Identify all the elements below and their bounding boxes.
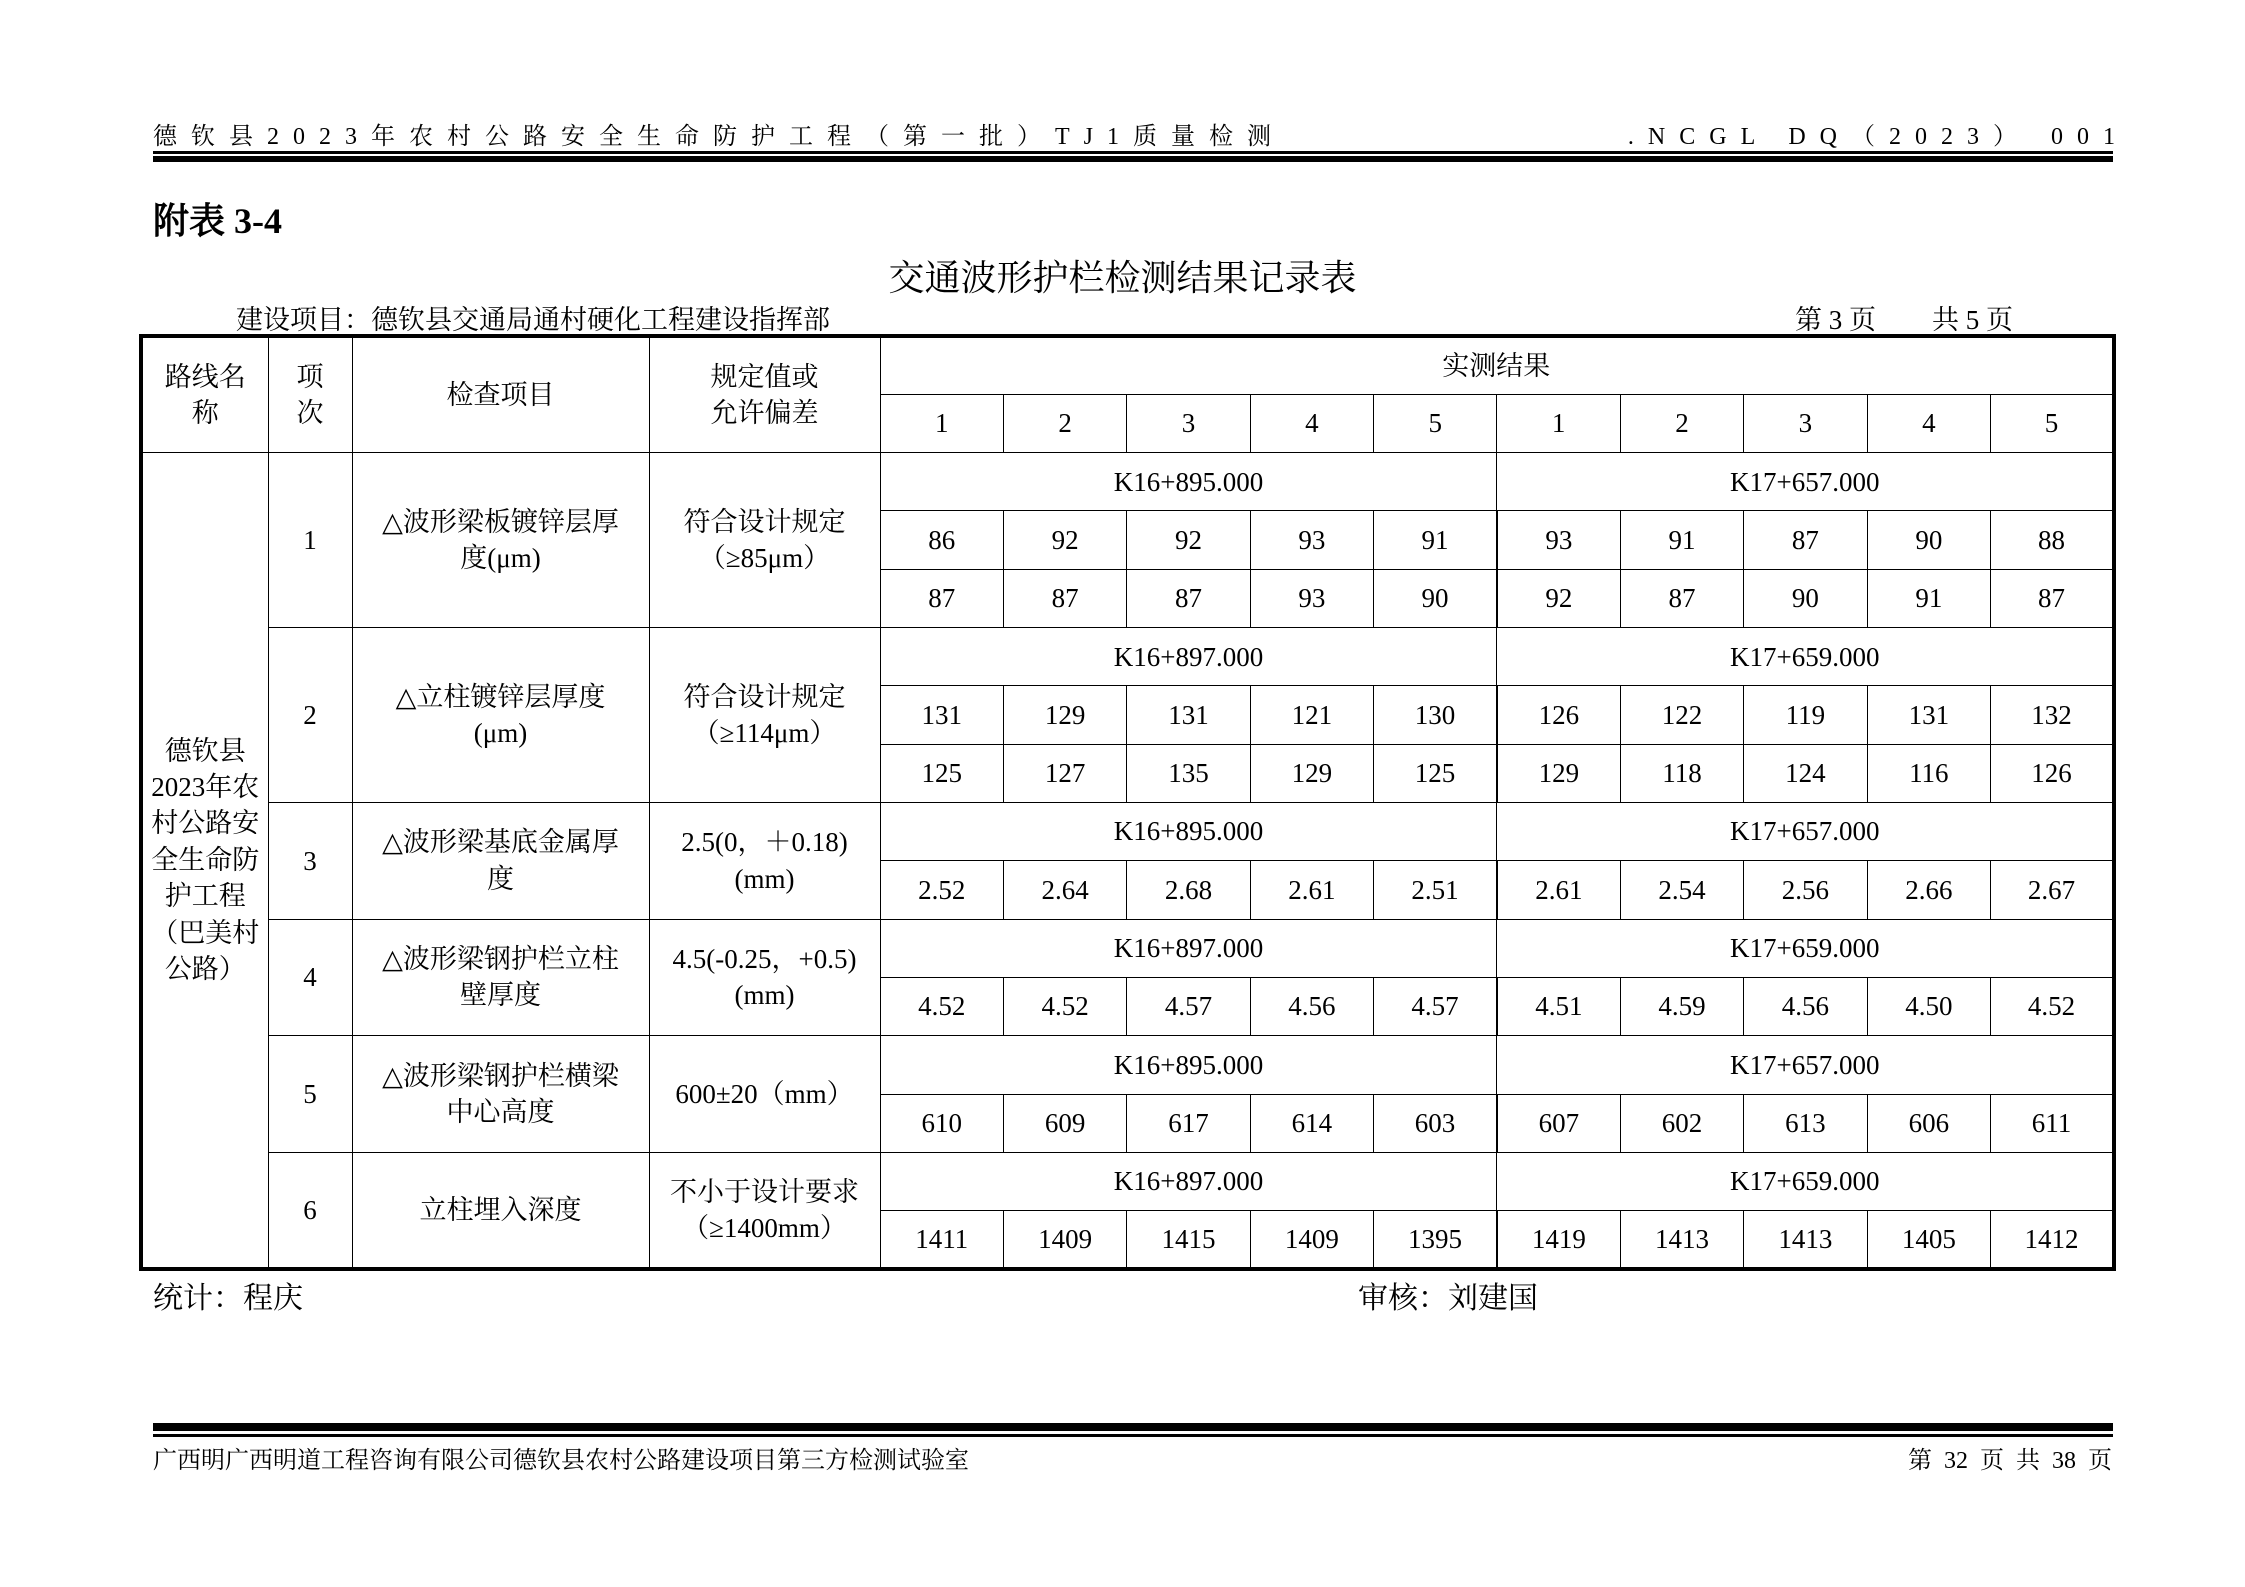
header-results: 实测结果 — [880, 336, 2114, 394]
measured-value: 91 — [1620, 511, 1743, 569]
table-row — [141, 1036, 2114, 1094]
item-number: 6 — [268, 1152, 352, 1269]
check-item: △波形梁钢护栏立柱壁厚度 — [352, 919, 649, 1036]
measured-value: 125 — [1374, 744, 1497, 802]
spec-value: 600±20（mm） — [649, 1036, 880, 1153]
measured-value: 2.67 — [1991, 861, 2114, 919]
measured-value: 1409 — [1250, 1211, 1373, 1269]
measured-value: 119 — [1744, 686, 1867, 744]
measured-value: 124 — [1744, 744, 1867, 802]
measured-value: 2.66 — [1867, 861, 1990, 919]
station-label: K17+659.000 — [1497, 919, 2114, 977]
measured-value: 617 — [1127, 1094, 1250, 1152]
measured-value: 126 — [1991, 744, 2114, 802]
measured-value: 129 — [1497, 744, 1620, 802]
spec-value: 符合设计规定（≥85μm） — [649, 453, 880, 628]
measured-value: 2.64 — [1003, 861, 1126, 919]
item-number: 5 — [268, 1036, 352, 1153]
measured-value: 90 — [1374, 569, 1497, 627]
measured-value: 129 — [1250, 744, 1373, 802]
measured-value: 93 — [1250, 569, 1373, 627]
measured-value: 4.56 — [1250, 977, 1373, 1035]
measured-value: 121 — [1250, 686, 1373, 744]
total-pages: 共 5 页 — [1932, 305, 2013, 335]
measured-value: 87 — [1744, 511, 1867, 569]
measured-value: 91 — [1374, 511, 1497, 569]
measured-value: 92 — [1497, 569, 1620, 627]
check-item: △立柱镀锌层厚度(μm) — [352, 628, 649, 803]
measured-value: 4.50 — [1867, 977, 1990, 1035]
station-label: K17+657.000 — [1497, 453, 2114, 511]
measured-value: 4.51 — [1497, 977, 1620, 1035]
measured-value: 126 — [1497, 686, 1620, 744]
measured-value: 4.57 — [1127, 977, 1250, 1035]
header-rule-thin — [153, 151, 2113, 154]
point-number-header: 2 — [1003, 394, 1126, 452]
spec-value: 2.5(0，＋0.18)(mm) — [649, 803, 880, 920]
measured-value: 606 — [1867, 1094, 1990, 1152]
measured-value: 87 — [1620, 569, 1743, 627]
station-label: K16+895.000 — [880, 803, 1497, 861]
measured-value: 603 — [1374, 1094, 1497, 1152]
measured-value: 4.52 — [880, 977, 1003, 1035]
measured-value: 4.59 — [1620, 977, 1743, 1035]
station-label: K17+657.000 — [1497, 1036, 2114, 1094]
measured-value: 1413 — [1744, 1211, 1867, 1269]
measured-value: 135 — [1127, 744, 1250, 802]
measured-value: 118 — [1620, 744, 1743, 802]
measured-value: 2.52 — [880, 861, 1003, 919]
station-label: K17+659.000 — [1497, 1152, 2114, 1210]
measured-value: 2.54 — [1620, 861, 1743, 919]
station-label: K17+659.000 — [1497, 628, 2114, 686]
measured-value: 1395 — [1374, 1211, 1497, 1269]
point-number-header: 3 — [1744, 394, 1867, 452]
measured-value: 2.61 — [1497, 861, 1620, 919]
measured-value: 4.57 — [1374, 977, 1497, 1035]
station-label: K16+897.000 — [880, 1152, 1497, 1210]
point-number-header: 1 — [1497, 394, 1620, 452]
measured-value: 1415 — [1127, 1211, 1250, 1269]
measured-value: 1412 — [1991, 1211, 2114, 1269]
table-row — [141, 628, 2114, 686]
header-title: 德钦县2023年农村公路安全生命防护工程（第一批）TJ1质量检测 — [153, 124, 1285, 150]
table-row — [141, 803, 2114, 861]
item-number: 2 — [268, 628, 352, 803]
page-title: 交通波形护栏检测结果记录表 — [888, 258, 1357, 299]
measured-value: 2.61 — [1250, 861, 1373, 919]
measured-value: 129 — [1003, 686, 1126, 744]
station-label: K16+895.000 — [880, 453, 1497, 511]
spec-value: 不小于设计要求（≥1400mm） — [649, 1152, 880, 1269]
statistics-signature: 统计：程庆 — [153, 1281, 303, 1316]
measured-value: 1411 — [880, 1211, 1003, 1269]
running-header — [153, 116, 2129, 150]
station-label: K17+657.000 — [1497, 803, 2114, 861]
table-row — [141, 453, 2114, 511]
measured-value: 609 — [1003, 1094, 1126, 1152]
header-rule-thick — [153, 156, 2113, 162]
header-route: 路线名称 — [141, 336, 268, 453]
current-page: 第 3 页 — [1795, 305, 1876, 335]
station-label: K16+897.000 — [880, 919, 1497, 977]
measured-value: 93 — [1497, 511, 1620, 569]
measured-value: 87 — [880, 569, 1003, 627]
header-check-item: 检查项目 — [352, 336, 649, 453]
check-item: △波形梁钢护栏横梁中心高度 — [352, 1036, 649, 1153]
measured-value: 90 — [1867, 511, 1990, 569]
measured-value: 2.68 — [1127, 861, 1250, 919]
measured-value: 91 — [1867, 569, 1990, 627]
header-code: .NCGL DQ（2023） 001 — [1627, 124, 2129, 150]
point-number-header: 3 — [1127, 394, 1250, 452]
point-number-header: 2 — [1620, 394, 1743, 452]
measured-value: 614 — [1250, 1094, 1373, 1152]
header-spec: 规定值或允许偏差 — [649, 336, 880, 453]
measured-value: 132 — [1991, 686, 2114, 744]
item-number: 3 — [268, 803, 352, 920]
footer-rule-thick — [153, 1423, 2113, 1431]
footer-page-number: 第 32 页 共 38 页 — [1908, 1448, 2112, 1474]
measured-value: 88 — [1991, 511, 2114, 569]
spec-value: 符合设计规定（≥114μm） — [649, 628, 880, 803]
measured-value: 1413 — [1620, 1211, 1743, 1269]
measured-value: 87 — [1003, 569, 1126, 627]
point-number-header: 4 — [1867, 394, 1990, 452]
measured-value: 1419 — [1497, 1211, 1620, 1269]
route-name: 德钦县2023年农村公路安全生命防护工程（巴美村公路） — [141, 453, 268, 1269]
spec-value: 4.5(-0.25，+0.5)(mm) — [649, 919, 880, 1036]
measured-value: 87 — [1991, 569, 2114, 627]
measured-value: 1405 — [1867, 1211, 1990, 1269]
measured-value: 127 — [1003, 744, 1126, 802]
reviewer-signature: 审核：刘建国 — [1358, 1281, 1538, 1316]
measured-value: 4.52 — [1003, 977, 1126, 1035]
measured-value: 122 — [1620, 686, 1743, 744]
table-page-info — [1795, 298, 2069, 337]
measured-value: 116 — [1867, 744, 1990, 802]
measured-value: 92 — [1127, 511, 1250, 569]
check-item: 立柱埋入深度 — [352, 1152, 649, 1269]
point-number-header: 4 — [1250, 394, 1373, 452]
measured-value: 4.52 — [1991, 977, 2114, 1035]
measured-value: 92 — [1003, 511, 1126, 569]
measured-value: 131 — [1867, 686, 1990, 744]
station-label: K16+895.000 — [880, 1036, 1497, 1094]
measured-value: 1409 — [1003, 1211, 1126, 1269]
station-label: K16+897.000 — [880, 628, 1497, 686]
measured-value: 93 — [1250, 511, 1373, 569]
item-number: 4 — [268, 919, 352, 1036]
measured-value: 607 — [1497, 1094, 1620, 1152]
measured-value: 86 — [880, 511, 1003, 569]
point-number-header: 5 — [1374, 394, 1497, 452]
check-item: △波形梁基底金属厚度 — [352, 803, 649, 920]
appendix-label: 附表 3-4 — [153, 201, 282, 241]
point-number-header: 1 — [880, 394, 1003, 452]
measured-value: 125 — [880, 744, 1003, 802]
footer-org: 广西明广西明道工程咨询有限公司德钦县农村公路建设项目第三方检测试验室 — [153, 1448, 969, 1474]
project-name: 建设项目：德钦县交通局通村硬化工程建设指挥部 — [236, 305, 830, 335]
measured-value: 2.56 — [1744, 861, 1867, 919]
results-table — [139, 334, 2116, 1271]
measured-value: 131 — [880, 686, 1003, 744]
header-item-no: 项次 — [268, 336, 352, 453]
measured-value: 611 — [1991, 1094, 2114, 1152]
table-row — [141, 919, 2114, 977]
item-number: 1 — [268, 453, 352, 628]
measured-value: 130 — [1374, 686, 1497, 744]
measured-value: 610 — [880, 1094, 1003, 1152]
measured-value: 2.51 — [1374, 861, 1497, 919]
measured-value: 131 — [1127, 686, 1250, 744]
measured-value: 613 — [1744, 1094, 1867, 1152]
footer-rule-thin — [153, 1434, 2113, 1437]
measured-value: 602 — [1620, 1094, 1743, 1152]
point-number-header: 5 — [1991, 394, 2114, 452]
measured-value: 90 — [1744, 569, 1867, 627]
measured-value: 4.56 — [1744, 977, 1867, 1035]
table-row — [141, 1152, 2114, 1210]
check-item: △波形梁板镀锌层厚度(μm) — [352, 453, 649, 628]
measured-value: 87 — [1127, 569, 1250, 627]
